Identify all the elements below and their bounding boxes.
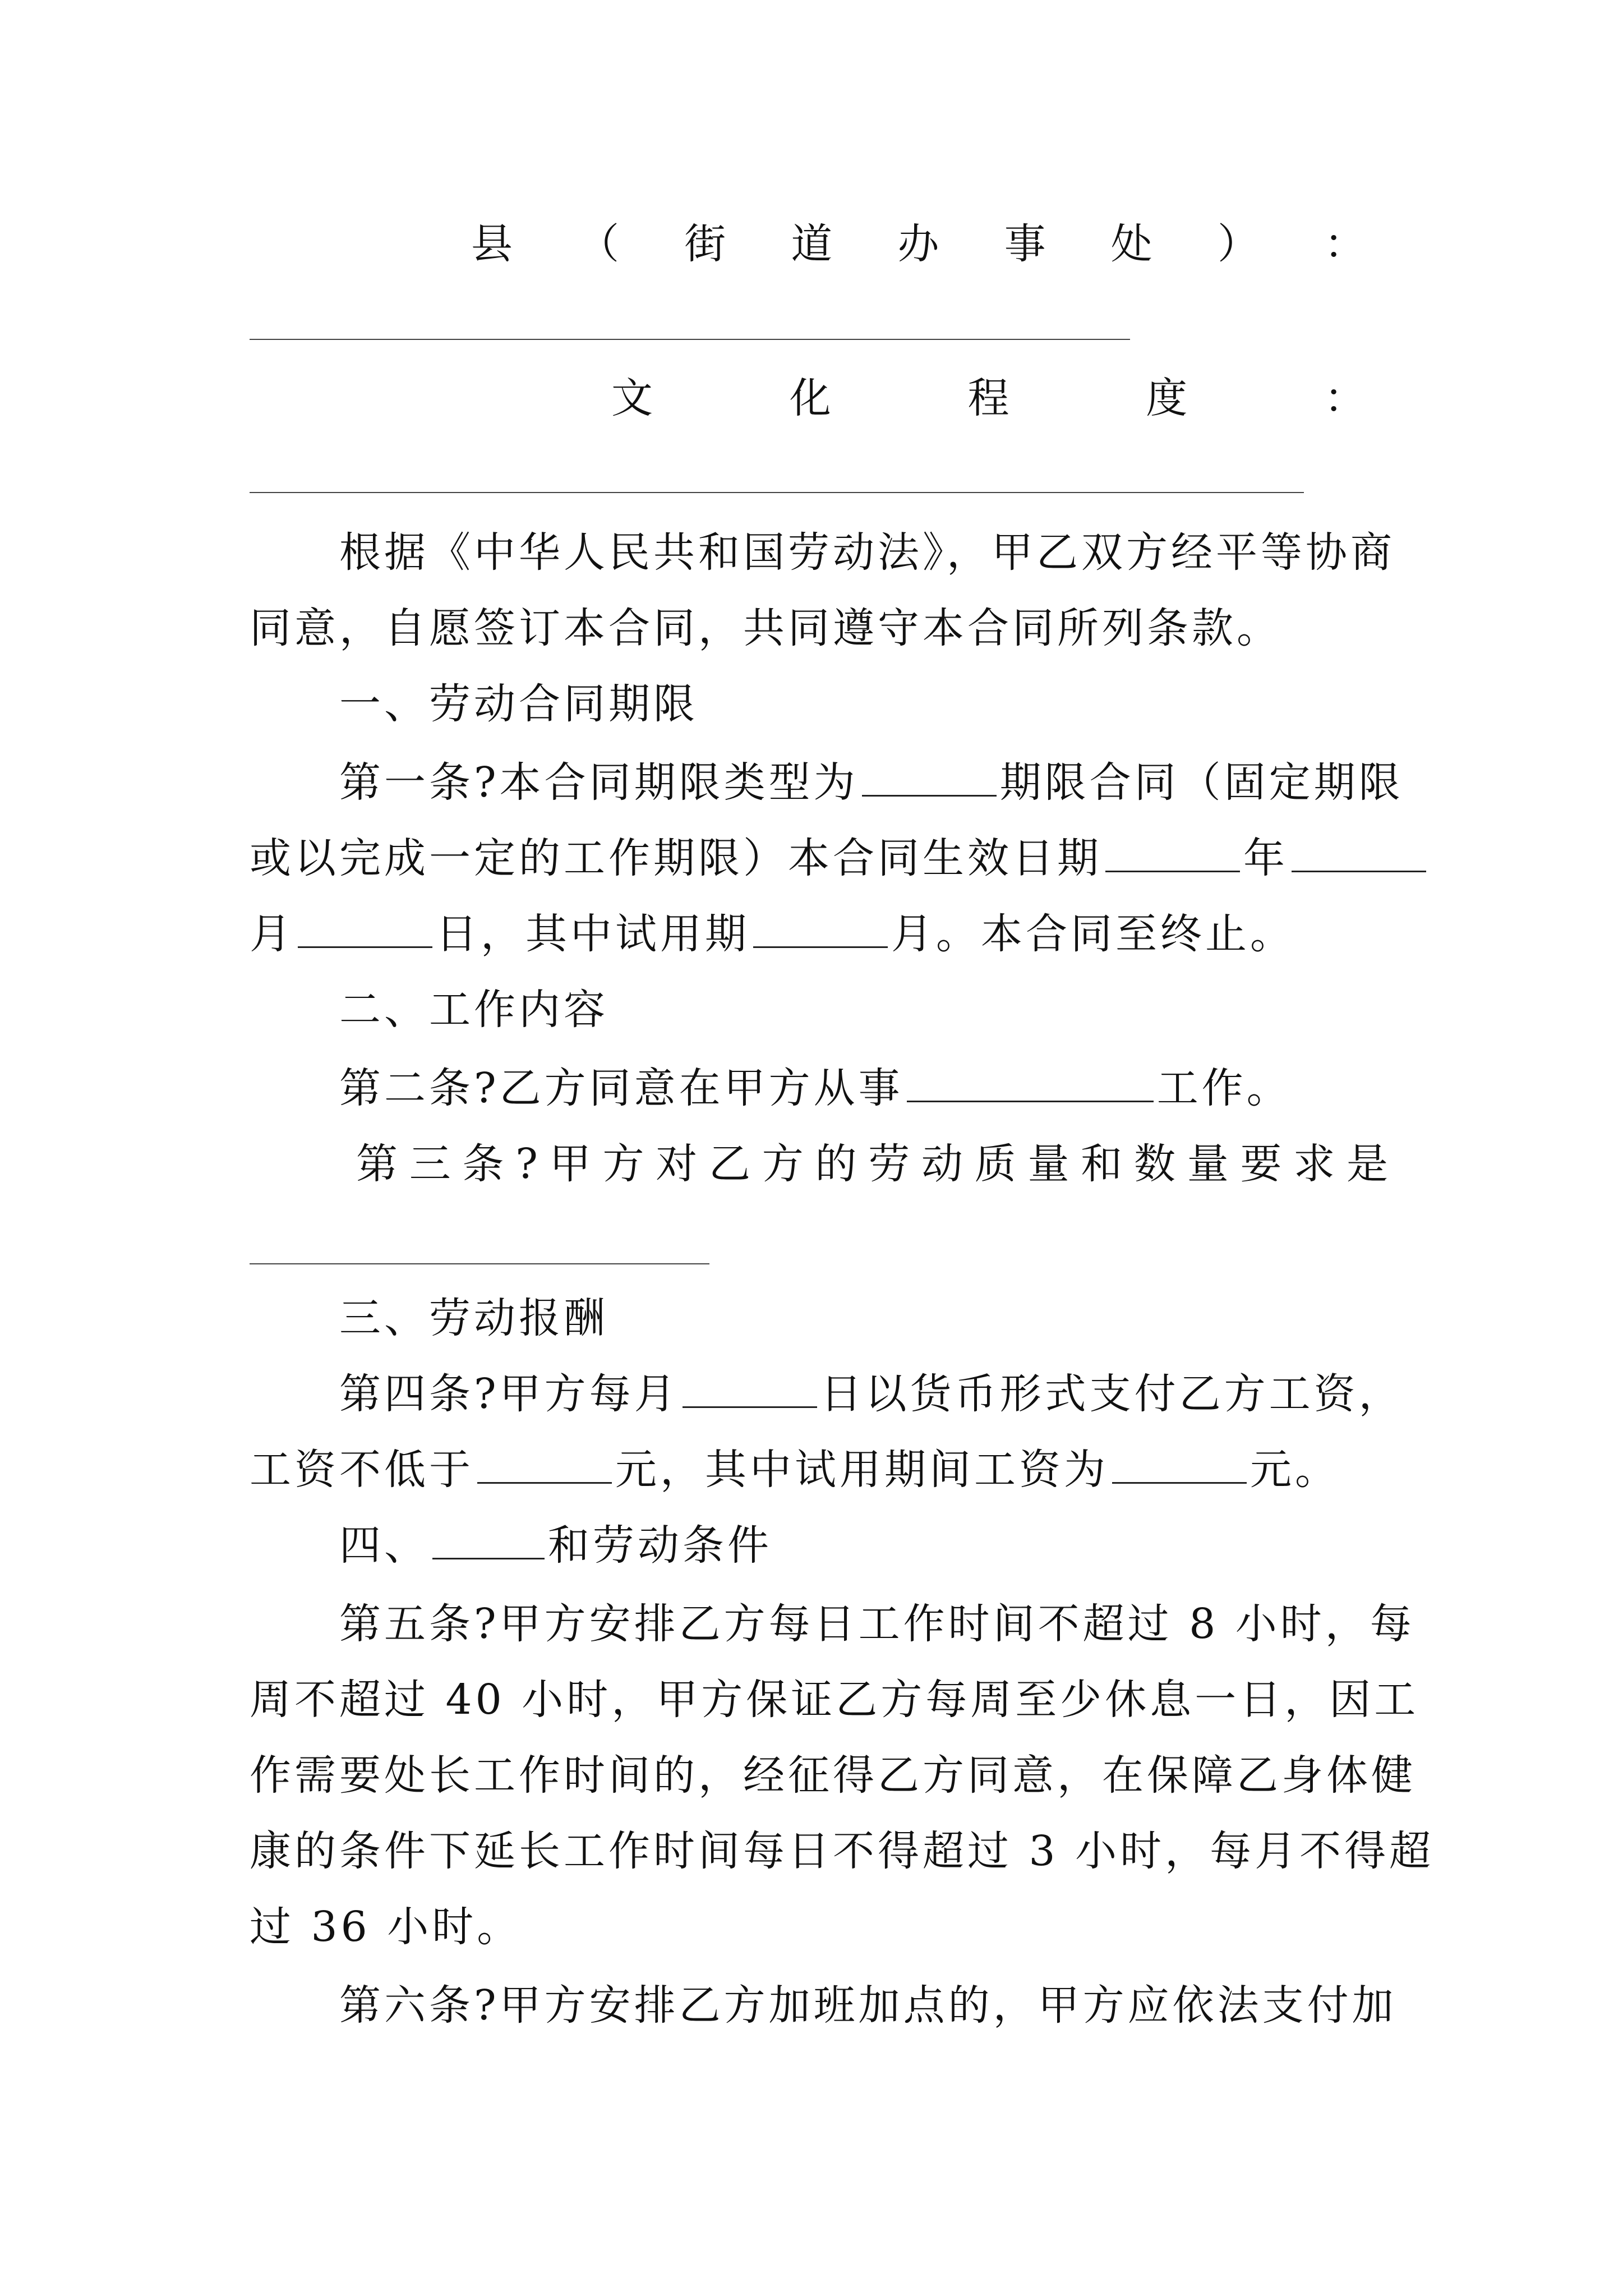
label-char: 道 xyxy=(791,220,833,268)
text-run: 和劳动条件 xyxy=(548,1521,772,1570)
intro-line: 同意，自愿签订本合同，共同遵守本合同所列条款。 xyxy=(250,604,1281,652)
pay-day-blank[interactable] xyxy=(683,1367,817,1408)
label-char: 县 xyxy=(471,220,513,268)
article-5-line: 过 36 小时。 xyxy=(250,1903,522,1951)
section-heading: 二、工作内容 xyxy=(339,986,608,1034)
county-field-label xyxy=(471,216,1366,272)
probation-months-blank[interactable] xyxy=(753,907,888,948)
text-char: 对 xyxy=(656,1140,698,1188)
label-char: ： xyxy=(1324,220,1366,268)
start-year-blank[interactable] xyxy=(1105,831,1240,872)
text-char: 乙 xyxy=(708,1140,750,1188)
education-fill-line xyxy=(250,492,1304,493)
text-char: 求 xyxy=(1293,1140,1335,1188)
label-char: 街 xyxy=(684,220,726,268)
probation-wage-blank[interactable] xyxy=(1112,1443,1247,1484)
text-run: 期限合同（固定期限 xyxy=(999,758,1404,807)
label-char: 度 xyxy=(1146,374,1188,422)
text-run: 年 xyxy=(1243,834,1288,882)
article-1-line xyxy=(250,906,1388,962)
text-char: 条 xyxy=(462,1140,504,1188)
text-char: 方 xyxy=(602,1140,644,1188)
article-2-line xyxy=(339,1060,1388,1116)
min-wage-blank[interactable] xyxy=(477,1443,612,1484)
text-run: 或以完成一定的工作期限）本合同生效日期 xyxy=(250,834,1102,882)
county-fill-line xyxy=(250,339,1130,340)
article-1-line xyxy=(339,754,1404,811)
text-run: 四、 xyxy=(339,1521,429,1570)
text-char: 量 xyxy=(1187,1140,1229,1188)
text-run: 第四条?甲方每月 xyxy=(339,1370,679,1418)
start-month-blank[interactable] xyxy=(1292,831,1426,872)
text-char: 量 xyxy=(1027,1140,1069,1188)
text-char: 是 xyxy=(1346,1140,1388,1188)
text-run: 月 xyxy=(250,910,294,958)
article-5-line: 第五条?甲方安排乙方每日工作时间不超过 8 小时，每 xyxy=(339,1600,1415,1648)
text-char: 甲 xyxy=(549,1140,591,1188)
label-char: 事 xyxy=(1004,220,1046,268)
text-char: 动 xyxy=(921,1140,963,1188)
text-char: 劳 xyxy=(868,1140,910,1188)
article-1-line xyxy=(250,830,1388,886)
text-run: 月。本合同至终止。 xyxy=(891,910,1295,958)
text-char: 的 xyxy=(815,1140,857,1188)
education-field-label xyxy=(611,370,1366,426)
start-day-blank[interactable] xyxy=(298,907,432,948)
text-run: 工作。 xyxy=(1156,1064,1292,1112)
article-4-line xyxy=(250,1442,1388,1498)
text-char: 第 xyxy=(356,1140,398,1188)
text-run: 日以货币形式支付乙方工资， xyxy=(820,1370,1404,1418)
text-run: 第一条?本合同期限类型为 xyxy=(339,758,859,807)
section-heading xyxy=(339,1517,1388,1573)
article-3-line xyxy=(356,1136,1388,1192)
text-run: 工资不低于 xyxy=(250,1446,474,1494)
article-6-line: 第六条?甲方安排乙方加班加点的，甲方应依法支付加 xyxy=(339,1981,1397,2030)
quality-requirement-fill-line[interactable] xyxy=(250,1263,709,1264)
text-char: 数 xyxy=(1133,1140,1175,1188)
label-char: 文 xyxy=(611,374,653,422)
text-run: 元，其中试用期间工资为 xyxy=(615,1446,1109,1494)
label-char: ） xyxy=(1217,220,1259,268)
label-char: （ xyxy=(578,220,620,268)
article-5-line: 康的条件下延长工作时间每日不得超过 3 小时，每月不得超 xyxy=(250,1827,1435,1875)
label-char: 程 xyxy=(967,374,1009,422)
text-char: 要 xyxy=(1240,1140,1282,1188)
label-char: 办 xyxy=(897,220,939,268)
article-4-line xyxy=(339,1366,1404,1422)
text-char: 和 xyxy=(1081,1140,1123,1188)
text-char: ? xyxy=(515,1140,538,1188)
section-heading: 三、劳动报酬 xyxy=(339,1294,608,1342)
article-5-line: 周不超过 40 小时，甲方保证乙方每周至少休息一日，因工 xyxy=(250,1676,1419,1724)
text-char: 质 xyxy=(974,1140,1016,1188)
section-heading: 一、劳动合同期限 xyxy=(339,680,698,728)
label-char: 化 xyxy=(789,374,831,422)
section-4-blank[interactable] xyxy=(432,1519,545,1559)
label-char: ： xyxy=(1324,374,1366,422)
contract-type-blank[interactable] xyxy=(862,756,997,797)
article-5-line: 作需要处长工作时间的，经征得乙方同意，在保障乙身体健 xyxy=(250,1751,1416,1800)
label-char: 处 xyxy=(1110,220,1152,268)
intro-line: 根据《中华人民共和国劳动法》，甲乙双方经平等协商 xyxy=(339,528,1395,577)
text-char: 方 xyxy=(762,1140,804,1188)
text-char: 三 xyxy=(409,1140,451,1188)
job-title-blank[interactable] xyxy=(907,1061,1154,1102)
text-run: 元。 xyxy=(1250,1446,1340,1494)
text-run: 日，其中试用期 xyxy=(436,910,750,958)
text-run: 第二条?乙方同意在甲方从事 xyxy=(339,1064,903,1112)
